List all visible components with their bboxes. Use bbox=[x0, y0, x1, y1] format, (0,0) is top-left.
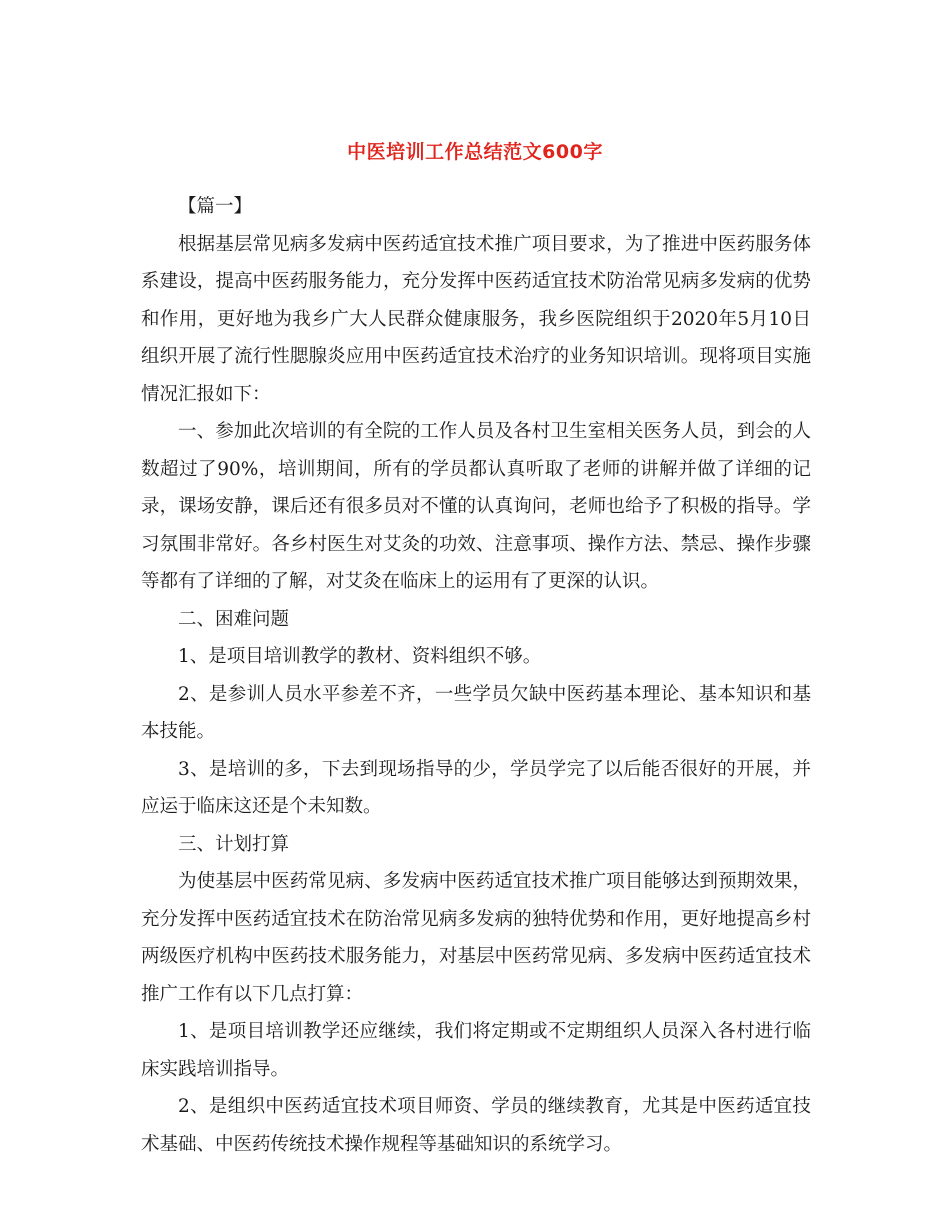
section-heading-plans: 三、计划打算 bbox=[178, 833, 290, 855]
difficulty-item-2: 2、是参训人员水平参差不齐，一些学员欠缺中医药基本理论、基本知识和基本技能。 bbox=[141, 683, 811, 742]
intro-paragraph: 根据基层常见病多发病中医药适宜技术推广项目要求，为了推进中医药服务体系建设，提高中医药服务能力，充分发挥中医药适宜技术防治常见病多发病的优势和作用，更好地为我乡广大人民群众健康服务，我乡医院组织于2020年5月10日组织开展了流行性腮腺炎应用中医药适宜技术治疗的业务知识培训。现将项目实施情况汇报如下： bbox=[141, 233, 811, 405]
difficulty-item-1: 1、是项目培训教学的教材、资料组织不够。 bbox=[178, 646, 542, 667]
section-heading-difficulties: 二、困难问题 bbox=[178, 608, 290, 630]
plan-item-2: 2、是组织中医药适宜技术项目师资、学员的继续教育，尤其是中医药适宜技术基础、中医药传统技术操作规程等基础知识的系统学习。 bbox=[141, 1096, 811, 1155]
document-body bbox=[141, 188, 811, 1163]
plans-intro-paragraph: 为使基层中医药常见病、多发病中医药适宜技术推广项目能够达到预期效果，充分发挥中医药适宜技术在防治常见病多发病的独特优势和作用，更好地提高乡村两级医疗机构中医药技术服务能力，对基层中医药常见病、多发病中医药适宜技术推广工作有以下几点打算： bbox=[141, 871, 811, 1005]
section-one-paragraph: 一、参加此次培训的有全院的工作人员及各村卫生室相关医务人员，到会的人数超过了90%，培训期间，所有的学员都认真听取了老师的讲解并做了详细的记录，课场安静，课后还有很多员对不懂的认真询问，老师也给予了积极的指导。学习氛围非常好。各乡村医生对艾灸的功效、注意事项、操作方法、禁忌、操作步骤等都有了详细的了解，对艾灸在临床上的运用有了更深的认识。 bbox=[141, 421, 811, 592]
document-title: 中医培训工作总结范文600字 bbox=[347, 140, 603, 163]
section-heading-pian-yi: 【篇一】 bbox=[178, 196, 253, 217]
plan-item-1: 1、是项目培训教学还应继续，我们将定期或不定期组织人员深入各村进行临床实践培训指导。 bbox=[141, 1021, 811, 1080]
difficulty-item-3: 3、是培训的多，下去到现场指导的少，学员学完了以后能否很好的开展，并应运于临床这还是个未知数。 bbox=[141, 758, 811, 817]
